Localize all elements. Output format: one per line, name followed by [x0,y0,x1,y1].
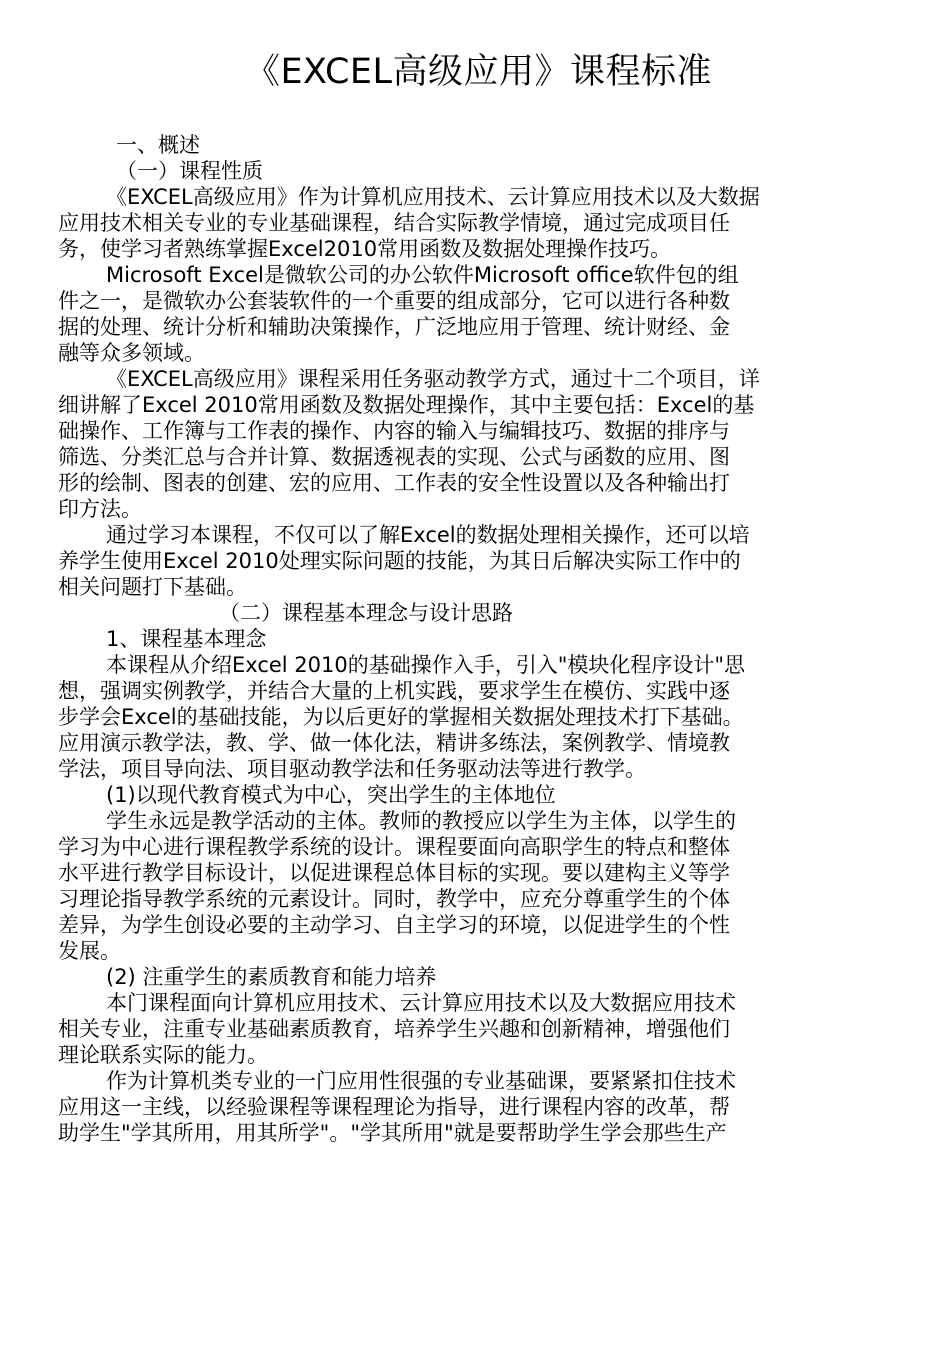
paragraph-line: 想，强调实例教学，并结合大量的上机实践，要求学生在模仿、实践中逐 [58,679,730,703]
paragraph-line: 学生永远是教学活动的主体。教师的教授应以学生为主体，以学生的 [106,809,736,833]
subsection-heading-nature: （一）课程性质 [116,159,263,183]
paragraph-line: 理论联系实际的能力。 [58,1043,268,1067]
paragraph-line: 本门课程面向计算机应用技术、云计算应用技术以及大数据应用技术 [106,991,736,1015]
paragraph-line: 学法，项目导向法、项目驱动教学法和任务驱动法等进行教学。 [58,757,646,781]
paragraph-line: 融等众多领域。 [58,341,205,365]
paragraph-line: 形的绘制、图表的创建、宏的应用、工作表的安全性设置以及各种输出打 [58,471,730,495]
document-title: 《EXCEL高级应用》课程标准 [244,52,713,92]
paragraph-line: 通过学习本课程，不仅可以了解Excel的数据处理相关操作，还可以培 [106,523,750,547]
subsection-heading-philosophy: （二）课程基本理念与设计思路 [219,601,513,625]
paragraph-line: 助学生"学其所用，用其所学"。"学其所用"就是要帮助学生学会那些生产 [58,1121,727,1145]
paragraph-line: 作为计算机类专业的一门应用性很强的专业基础课，要紧紧扣住技术 [106,1069,736,1093]
paragraph-line: 据的处理、统计分析和辅助决策操作，广泛地应用于管理、统计财经、金 [58,315,730,339]
paragraph-line: 养学生使用Excel 2010处理实际问题的技能，为其日后解决实际工作中的 [58,549,741,573]
paragraph-line: 细讲解了Excel 2010常用函数及数据处理操作，其中主要包括：Excel的基 [58,393,755,417]
paragraph-line: 础操作、工作簿与工作表的操作、内容的输入与编辑技巧、数据的排序与 [58,419,730,443]
point-heading-2: (2) 注重学生的素质教育和能力培养 [106,965,437,989]
paragraph-line: 水平进行教学目标设计，以促进课程总体目标的实现。要以建构主义等学 [58,861,730,885]
paragraph-line: 筛选、分类汇总与合并计算、数据透视表的实现、公式与函数的应用、图 [58,445,730,469]
paragraph-line: 应用这一主线，以经验课程等课程理论为指导，进行课程内容的改革，帮 [58,1095,730,1119]
paragraph-line: 《EXCEL高级应用》课程采用任务驱动教学方式，通过十二个项目，详 [106,367,760,391]
document-body [58,132,885,1146]
paragraph-line: 相关专业，注重专业基础素质教育，培养学生兴趣和创新精神，增强他们 [58,1017,730,1041]
paragraph-line: 学习为中心进行课程教学系统的设计。课程要面向高职学生的特点和整体 [58,835,730,859]
paragraph-line: 《EXCEL高级应用》作为计算机应用技术、云计算应用技术以及大数据 [106,185,760,209]
item-heading-basic-philosophy: 1、课程基本理念 [106,627,267,651]
paragraph-line: 印方法。 [58,497,142,521]
point-heading-1: (1)以现代教育模式为中心，突出学生的主体地位 [106,783,556,807]
paragraph-line: 步学会Excel的基础技能，为以后更好的掌握相关数据处理技术打下基础。 [58,705,744,729]
paragraph-line: 应用演示教学法，教、学、做一体化法，精讲多练法，案例教学、情境教 [58,731,730,755]
paragraph-line: 习理论指导教学系统的元素设计。同时，教学中，应充分尊重学生的个体 [58,887,730,911]
paragraph-line: 发展。 [58,939,121,963]
paragraph-line: 务，使学习者熟练掌握Excel2010常用函数及数据处理操作技巧。 [58,237,672,261]
paragraph-line: 相关问题打下基础。 [58,575,247,599]
paragraph-line: Microsoft Excel是微软公司的办公软件Microsoft office软件包的组 [106,263,739,287]
paragraph-line: 差异，为学生创设必要的主动学习、自主学习的环境，以促进学生的个性 [58,913,730,937]
paragraph-line: 应用技术相关专业的专业基础课程，结合实际教学情境，通过完成项目任 [58,211,730,235]
section-heading-overview: 一、概述 [116,133,200,157]
paragraph-line: 本课程从介绍Excel 2010的基础操作入手，引入"模块化程序设计"思 [106,653,746,677]
paragraph-line: 件之一，是微软办公套装软件的一个重要的组成部分，它可以进行各种数 [58,289,730,313]
